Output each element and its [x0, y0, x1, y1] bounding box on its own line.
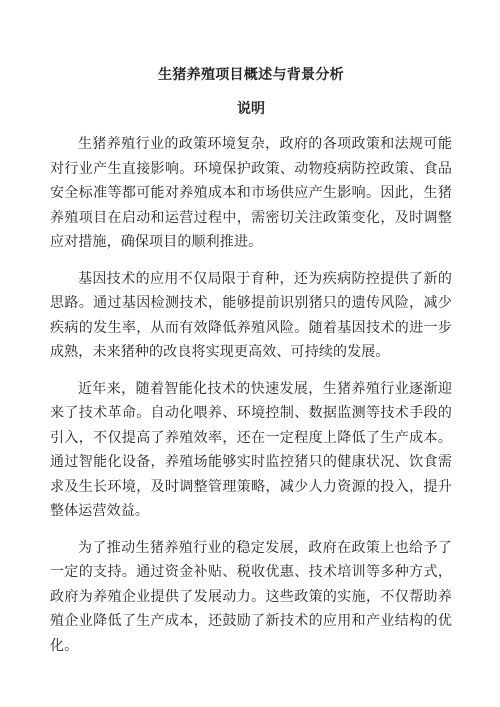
paragraph-smart-technology: 近年来，随着智能化技术的快速发展，生猪养殖行业逐渐迎来了技术革命。自动化喂养、环境控制、数据监测等技术手段的引入，不仅提高了养殖效率，还在一定程度上降低了生产成本。通过智能化设备，养殖场能够实时监控猪只的健康状况、饮食需求及生长环境，及时调整管理策略，减少人力资源的投入，提升整体运营效益。 [50, 380, 452, 519]
document-title: 生猪养殖项目概述与背景分析 [158, 67, 344, 83]
paragraph-government-support: 为了推动生猪养殖行业的稳定发展，政府在政策上也给予了一定的支持。通过资金补贴、税收优惠、技术培训等多种方式，政府为养殖企业提供了发展动力。这些政策的实施，不仅帮助养殖企业降低了生产成本，还鼓励了新技术的应用和产业结构的优化。 [50, 539, 452, 654]
paragraph-gene-technology: 基因技术的应用不仅局限于育种，还为疾病防控提供了新的思路。通过基因检测技术，能够提前识别猪只的遗传风险，减少疾病的发生率，从而有效降低养殖风险。随着基因技术的进一步成熟，未来猪种的改良将实现更高效、可持续的发展。 [50, 270, 452, 360]
document-subtitle: 说明 [237, 101, 265, 117]
paragraph-policy-environment: 生猪养殖行业的政策环境复杂，政府的各项政策和法规可能对行业产生直接影响。环境保护政策、动物疫病防控政策、食品安全标准等都可能对养殖成本和市场供应产生影响。因此，生猪养殖项目在启动和运营过程中，需密切关注政策变化，及时调整应对措施，确保项目的顺利推进。 [50, 136, 452, 250]
